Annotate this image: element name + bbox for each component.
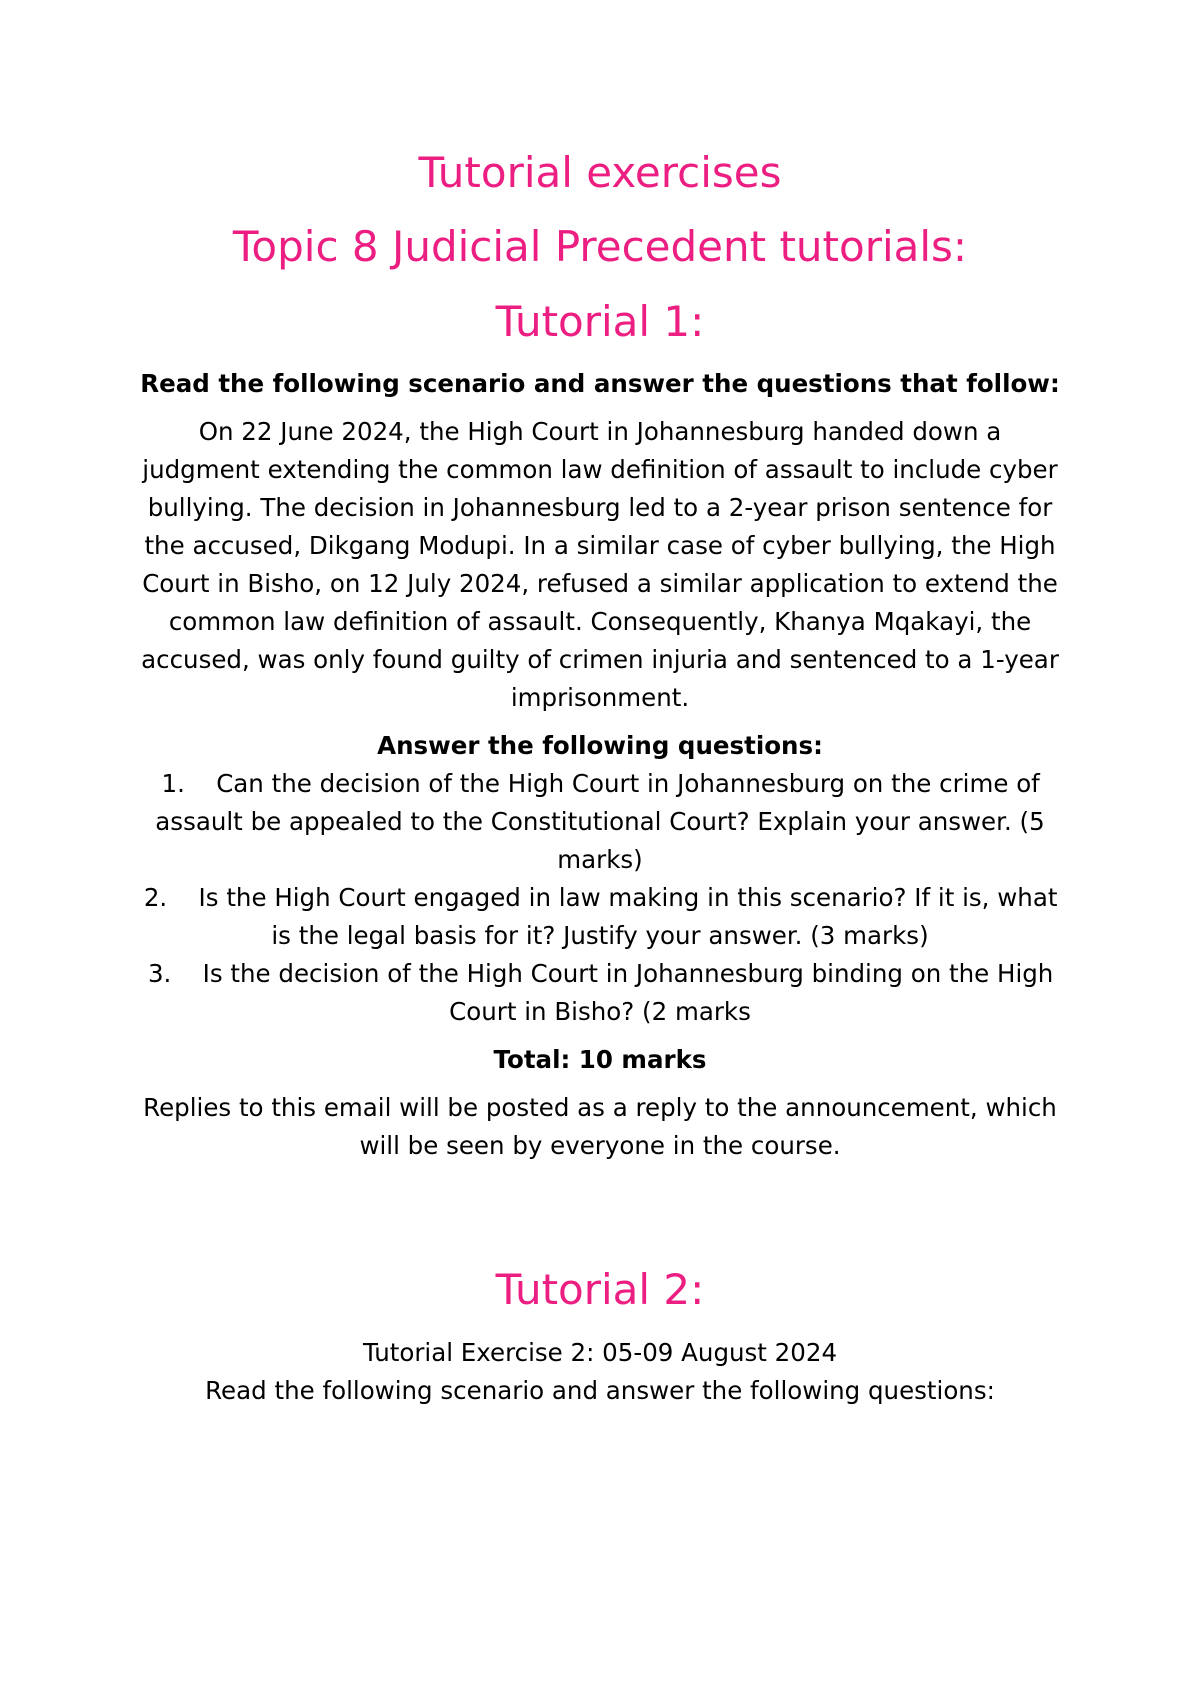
topic-heading: Topic 8 Judicial Precedent tutorials:	[232, 222, 968, 272]
question-item	[140, 765, 1060, 879]
document-title: Tutorial exercises	[418, 148, 782, 197]
question-item	[140, 955, 1060, 1031]
question-text: Is the High Court engaged in law making in this scenario? If it is, what is the legal basis for it? Justify your answer. (3 marks)	[198, 883, 1058, 951]
tutorial-1-heading: Tutorial 1:	[495, 296, 705, 346]
question-number: 3.	[147, 959, 172, 989]
tutorial-1-instruction: Read the following scenario and answer the questions that follow:	[140, 369, 1060, 399]
total-marks: Total: 10 marks	[493, 1045, 707, 1075]
tutorial-1-scenario: On 22 June 2024, the High Court in Johannesburg handed down a judgment extending the common law definition of assault to include cyber bullying. The decision in Johannesburg led to a 2-year prison sentence for the accused, Dikgang Modupi. In a similar case of cyber bullying, the High Court in Bisho, on 12 July 2024, refused a similar application to extend the common law definition of assault. Consequently, Khanya Mqakayi, the accused, was only found guilty of crimen injuria and sentenced to a 1-year imprisonment.	[141, 417, 1059, 713]
question-number: 1.	[161, 769, 185, 799]
question-list	[140, 765, 1060, 1031]
question-number: 2.	[143, 883, 168, 913]
document-content	[140, 148, 1060, 1410]
tutorial-2-instruction: Read the following scenario and answer the following questions:	[205, 1375, 995, 1405]
questions-heading: Answer the following questions:	[377, 731, 823, 761]
question-text: Can the decision of the High Court in Johannesburg on the crime of assault be appealed to the Constitutional Court? Explain your answer. (5 marks)	[155, 769, 1045, 875]
replies-note: Replies to this email will be posted as a reply to the announcement, which will be seen by everyone in the course.	[143, 1093, 1057, 1161]
question-item	[140, 879, 1060, 955]
tutorial-2-heading: Tutorial 2:	[495, 1265, 705, 1315]
tutorial-2-subtitle: Tutorial Exercise 2: 05-09 August 2024	[362, 1337, 838, 1367]
question-text: Is the decision of the High Court in Johannesburg binding on the High Court in Bisho? (2 marks	[202, 959, 1054, 1027]
